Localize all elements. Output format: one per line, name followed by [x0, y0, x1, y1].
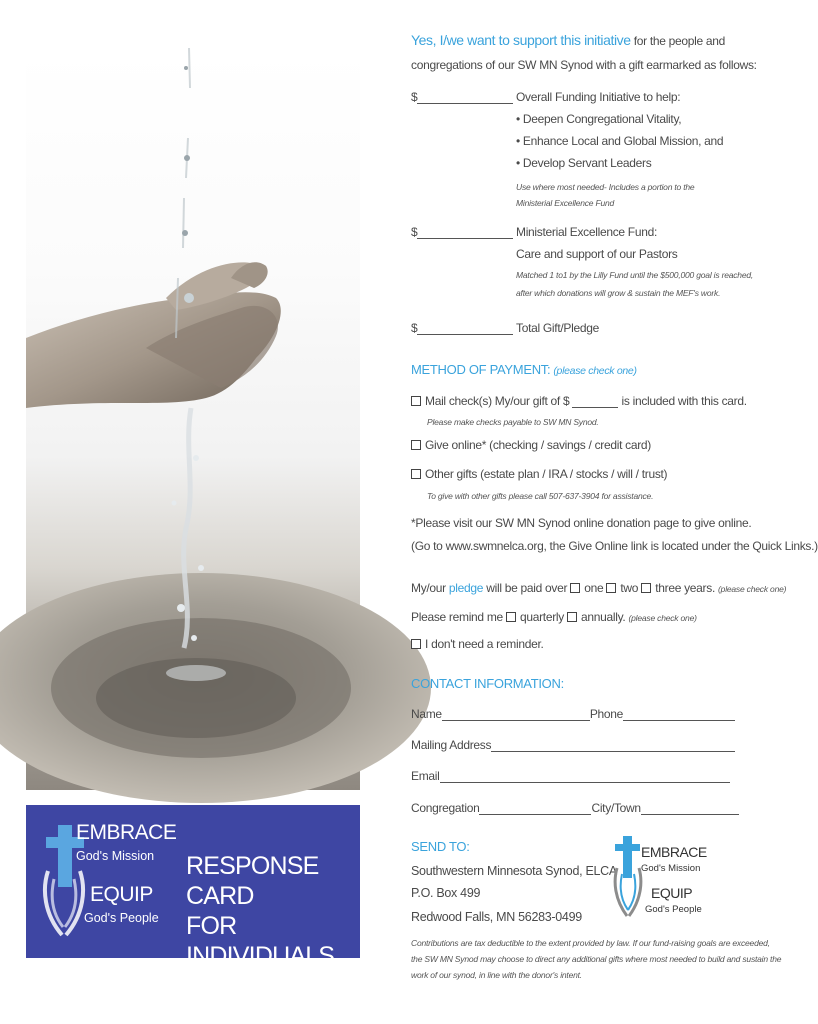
intro-highlight: Yes, I/we want to support this initiative	[411, 32, 631, 48]
mef-note-2: after which donations will grow & sustain the MEF's work.	[516, 288, 721, 298]
card-title	[186, 851, 356, 971]
intro-rest: for the people and	[633, 34, 726, 48]
mailing-address-field	[411, 738, 735, 752]
mail-check-label: Mail check(s) My/our gift of $	[425, 394, 570, 408]
give-online-label: Give online* (checking / savings / credit card)	[425, 438, 652, 452]
pledge-one-checkbox[interactable]	[570, 583, 580, 593]
mailing-address-label: Mailing Address	[411, 738, 492, 752]
mail-gift-amount-line[interactable]	[572, 396, 618, 408]
embrace-equip-logo	[42, 817, 177, 947]
cross-icon-bar	[615, 844, 640, 851]
intro-line1	[411, 32, 725, 48]
pledge-word: pledge	[448, 581, 484, 595]
give-online-checkbox[interactable]	[411, 440, 421, 450]
name-field	[411, 707, 735, 721]
send-address-line3: Redwood Falls, MN 56283-0499	[411, 910, 582, 924]
overall-bullet-3: • Develop Servant Leaders	[516, 156, 652, 170]
other-gifts-note: To give with other gifts please call 507-637-3904 for assistance.	[427, 491, 654, 501]
send-address-line1: Southwestern Minnesota Synod, ELCA	[411, 864, 617, 878]
intro-line2: congregations of our SW MN Synod with a gift earmarked as follows:	[411, 58, 757, 72]
mef-label: Ministerial Excellence Fund:	[516, 225, 657, 239]
remind-annually-checkbox[interactable]	[567, 612, 577, 622]
total-amount-line[interactable]	[417, 323, 513, 335]
email-line[interactable]	[440, 771, 730, 783]
name-line[interactable]	[442, 709, 590, 721]
currency-sign: $	[411, 225, 418, 239]
logo-small-word-gods-mission: God's Mission	[641, 863, 701, 874]
logo-small-word-equip: EQUIP	[651, 885, 693, 901]
mail-check-checkbox[interactable]	[411, 396, 421, 406]
praying-hands-icon	[613, 866, 643, 918]
congregation-label: Congregation	[411, 801, 480, 815]
other-gifts-checkbox[interactable]	[411, 469, 421, 479]
pledge-term-row	[411, 581, 786, 595]
footer-line1: Contributions are tax deductible to the extent provided by law. If our fund-raising goals are exceeded,	[411, 938, 770, 948]
mef-amount-line[interactable]	[417, 227, 513, 239]
phone-line[interactable]	[623, 709, 735, 721]
remind-quarterly-label: quarterly	[519, 610, 564, 624]
mef-sub: Care and support of our Pastors	[516, 247, 678, 261]
logo-word-gods-mission: God's Mission	[76, 849, 155, 863]
payment-heading-note: (please check one)	[553, 365, 637, 377]
overall-amount-field[interactable]	[411, 90, 513, 104]
mail-check-option	[411, 394, 747, 408]
no-reminder-checkbox[interactable]	[411, 639, 421, 649]
congregation-line[interactable]	[479, 803, 591, 815]
remind-quarterly-checkbox[interactable]	[506, 612, 516, 622]
footer-line3: work of our synod, in line with the donor's intent.	[411, 970, 582, 980]
mailing-address-line[interactable]	[491, 740, 735, 752]
card-title-line1: RESPONSE CARD	[186, 852, 319, 910]
total-label: Total Gift/Pledge	[516, 321, 599, 335]
logo-small-word-gods-people: God's People	[645, 904, 702, 915]
logo-word-embrace: EMBRACE	[76, 821, 177, 844]
photo-illustration	[26, 48, 360, 790]
pledge-three-label: three years.	[655, 581, 715, 595]
mail-check-note: Please make checks payable to SW MN Synod.	[427, 417, 599, 427]
currency-sign: $	[411, 90, 418, 104]
phone-label: Phone	[589, 707, 624, 721]
city-line[interactable]	[641, 803, 739, 815]
overall-label: Overall Funding Initiative to help:	[516, 90, 681, 104]
online-info-line2: (Go to www.swmnelca.org, the Give Online link is located under the Quick Links.)	[411, 539, 818, 553]
praying-hands-icon	[42, 869, 86, 939]
currency-sign: $	[411, 321, 418, 335]
logo-word-equip: EQUIP	[90, 883, 153, 906]
footer-line2: the SW MN Synod may choose to direct any additional gifts where most needed to build and sustain the	[411, 954, 782, 964]
mef-note-1: Matched 1 to1 by the Lilly Fund until the $500,000 goal is reached,	[516, 270, 754, 280]
remind-annually-label: annually.	[581, 610, 626, 624]
overall-note-1: Use where most needed- Includes a portion to the	[516, 182, 695, 192]
pledge-two-checkbox[interactable]	[606, 583, 616, 593]
pledge-two-label: two	[620, 581, 639, 595]
remind-prefix: Please remind me	[411, 610, 503, 624]
pledge-note: (please check one)	[718, 584, 787, 594]
pledge-one-label: one	[584, 581, 604, 595]
overall-bullet-1: • Deepen Congregational Vitality,	[516, 112, 682, 126]
online-info-line1: *Please visit our SW MN Synod online donation page to give online.	[411, 516, 752, 530]
send-address-line2: P.O. Box 499	[411, 886, 481, 900]
other-gifts-label: Other gifts (estate plan / IRA / stocks / will / trust)	[425, 467, 668, 481]
name-label: Name	[411, 707, 442, 721]
total-amount-field[interactable]	[411, 321, 513, 335]
congregation-field	[411, 801, 739, 815]
card-title-line2: FOR INDIVIDUALS	[186, 912, 335, 970]
email-label: Email	[411, 769, 440, 783]
contact-heading: CONTACT INFORMATION:	[411, 676, 564, 691]
embrace-equip-logo-small	[613, 832, 713, 924]
response-card-banner	[26, 805, 360, 970]
logo-word-gods-people: God's People	[84, 911, 159, 925]
send-heading: SEND TO:	[411, 839, 470, 854]
city-label: City/Town	[591, 801, 641, 815]
pledge-prefix: My/our	[411, 581, 446, 595]
give-online-option	[411, 438, 651, 452]
overall-bullet-2: • Enhance Local and Global Mission, and	[516, 134, 724, 148]
payment-heading	[411, 362, 637, 377]
reminder-row	[411, 610, 697, 624]
mail-check-label-end: is included with this card.	[621, 394, 747, 408]
pledge-three-checkbox[interactable]	[641, 583, 651, 593]
email-field	[411, 769, 730, 783]
mef-amount-field[interactable]	[411, 225, 513, 239]
other-gifts-option	[411, 467, 667, 481]
no-reminder-label: I don't need a reminder.	[425, 637, 544, 651]
overall-amount-line[interactable]	[417, 92, 513, 104]
hands-water-photo	[26, 48, 360, 790]
no-reminder-row	[411, 637, 544, 651]
remind-note: (please check one)	[628, 613, 697, 623]
pledge-middle: will be paid over	[486, 581, 568, 595]
payment-heading-text: METHOD OF PAYMENT:	[411, 362, 551, 377]
logo-small-word-embrace: EMBRACE	[641, 844, 707, 860]
overall-note-2: Ministerial Excellence Fund	[516, 198, 615, 208]
